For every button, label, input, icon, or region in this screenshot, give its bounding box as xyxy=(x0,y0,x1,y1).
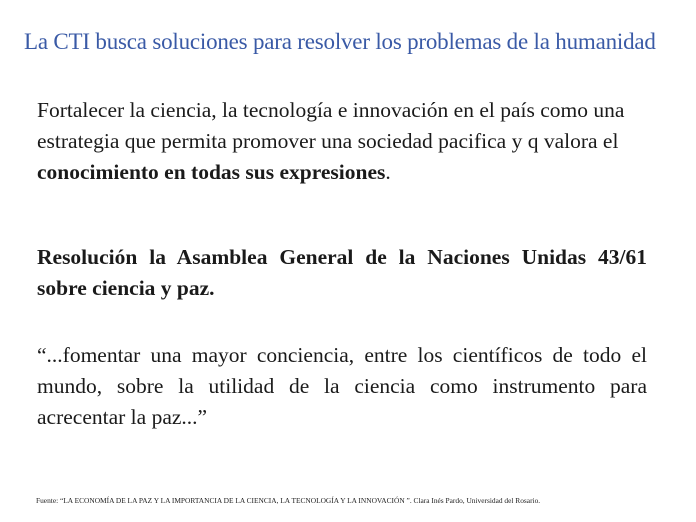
paragraph-strategy xyxy=(37,95,657,188)
paragraph-strategy-end: . xyxy=(385,160,391,184)
paragraph-resolution: Resolución la Asamblea General de la Naciones Unidas 43/61 sobre ciencia y paz. xyxy=(37,245,647,300)
paragraph-strategy-emphasis: conocimiento en todas sus expresiones xyxy=(37,160,386,184)
slide-title: La CTI busca soluciones para resolver los problemas de la humanidad xyxy=(24,29,656,54)
source-footer: Fuente: “LA ECONOMÍA DE LA PAZ Y LA IMPORTANCIA DE LA CIENCIA, LA TECNOLOGÍA Y LA INNOVACIÓN ”. Clara Inés Pardo, Universidad del Rosario. xyxy=(36,496,541,505)
paragraph-strategy-text: Fortalecer la ciencia, la tecnología e innovación en el país como una estrategia que permita promover una sociedad pacifica y q valora el xyxy=(37,98,625,153)
paragraph-quote: “...fomentar una mayor conciencia, entre los científicos de todo el mundo, sobre la utilidad de la ciencia como instrumento para acrecentar la paz...” xyxy=(37,343,647,429)
